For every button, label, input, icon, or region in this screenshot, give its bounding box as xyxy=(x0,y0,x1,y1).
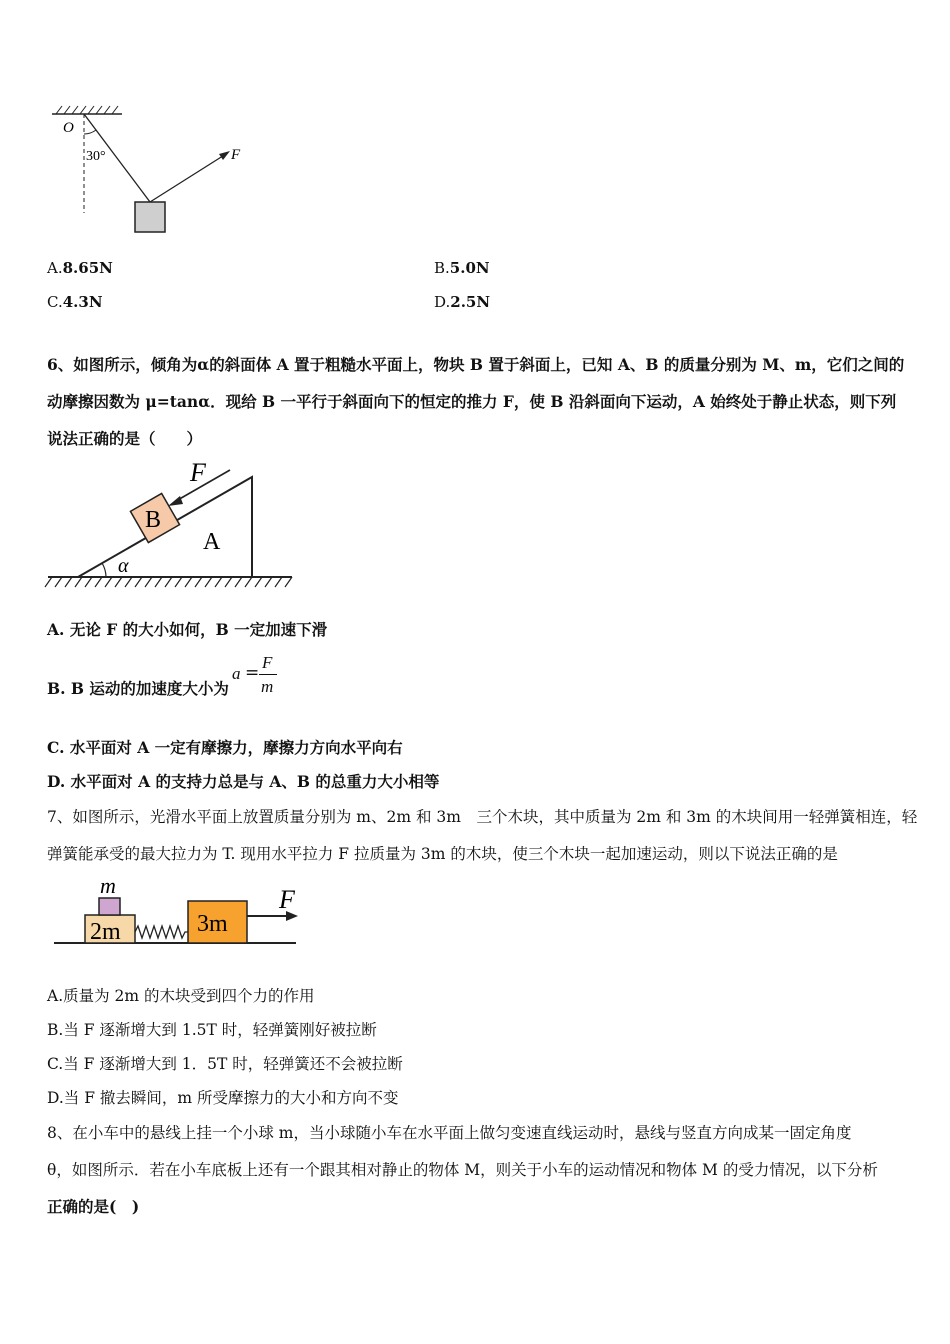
option-letter: D. xyxy=(434,293,451,311)
q7-option-b: B.当 F 逐渐增大到 1.5T 时，轻弹簧刚好被拉断 xyxy=(47,1021,377,1039)
formula-numerator: F xyxy=(262,653,273,672)
label-2m: 2m xyxy=(90,919,121,945)
label-alpha: α xyxy=(118,555,129,577)
q5-option-b xyxy=(434,259,490,277)
q5-figure xyxy=(44,98,254,238)
option-letter: C. xyxy=(47,293,63,311)
q6-stem-line-3: 说法正确的是（ ） xyxy=(47,429,203,448)
q5-option-c xyxy=(47,293,103,311)
q8-stem-line-3: 正确的是( ) xyxy=(47,1197,140,1216)
q6-stem-line-1: 6、如图所示，倾角为α的斜面体 A 置于粗糙水平面上，物块 B 置于斜面上，已知 A、B 的质量分别为 M、m，它们之间的 xyxy=(47,355,905,374)
label-angle: 30° xyxy=(86,149,106,164)
option-text: 5.0N xyxy=(449,259,490,277)
q7-stem-line-1: 7、如图所示，光滑水平面上放置质量分别为 m、2m 和 3m 三个木块，其中质量为 2m 和 3m 的木块间用一轻弹簧相连，轻 xyxy=(47,808,918,826)
formula-denominator: m xyxy=(261,677,274,696)
q6-option-d: D. 水平面对 A 的支持力总是与 A、B 的总重力大小相等 xyxy=(47,772,440,791)
q6-option-b-formula xyxy=(232,653,282,699)
q6-option-c: C. 水平面对 A 一定有摩擦力，摩擦力方向水平向右 xyxy=(47,738,403,757)
formula-equals: = xyxy=(245,663,260,683)
q6-option-a: A. 无论 F 的大小如何，B 一定加速下滑 xyxy=(47,620,328,639)
q7-option-d: D.当 F 撤去瞬间，m 所受摩擦力的大小和方向不变 xyxy=(47,1089,399,1107)
q7-stem-line-2: 弹簧能承受的最大拉力为 T. 现用水平拉力 F 拉质量为 3m 的木块，使三个木块一起加速运动，则以下说法正确的是 xyxy=(47,845,838,863)
option-letter: A. xyxy=(47,259,63,277)
formula-lhs: a xyxy=(232,664,241,683)
option-letter: B. xyxy=(434,259,450,277)
q7-option-c: C.当 F 逐渐增大到 1．5T 时，轻弹簧还不会被拉断 xyxy=(47,1055,403,1073)
label-b: B xyxy=(145,507,162,533)
option-text: 4.3N xyxy=(62,293,103,311)
q7-figure xyxy=(50,872,302,952)
q5-option-a xyxy=(47,259,113,277)
label-m: m xyxy=(100,873,116,898)
q8-stem-line-1: 8、在小车中的悬线上挂一个小球 m，当小球随小车在水平面上做匀变速直线运动时，悬线与竖直方向成某一固定角度 xyxy=(47,1124,852,1142)
label-a: A xyxy=(203,529,221,555)
option-text: 2.5N xyxy=(450,293,491,311)
q6-option-b xyxy=(47,677,229,699)
label-o: O xyxy=(63,120,74,136)
label-f: F xyxy=(190,458,206,487)
q5-option-d xyxy=(434,293,490,311)
q7-option-a: A.质量为 2m 的木块受到四个力的作用 xyxy=(47,987,315,1005)
q6-figure xyxy=(44,456,300,591)
option-text: B. B 运动的加速度大小为 xyxy=(47,679,229,698)
label-3m: 3m xyxy=(197,911,228,937)
label-f: F xyxy=(231,147,241,163)
fraction-bar xyxy=(259,674,277,675)
label-f: F xyxy=(279,885,295,914)
option-text: 8.65N xyxy=(62,259,113,277)
q8-stem-line-2: θ，如图所示．若在小车底板上还有一个跟其相对静止的物体 M，则关于小车的运动情况和物体 M 的受力情况，以下分析 xyxy=(47,1161,878,1179)
q6-stem-line-2: 动摩擦因数为 μ=tanα．现给 B 一平行于斜面向下的恒定的推力 F，使 B 沿斜面向下运动，A 始终处于静止状态，则下列 xyxy=(47,392,897,411)
